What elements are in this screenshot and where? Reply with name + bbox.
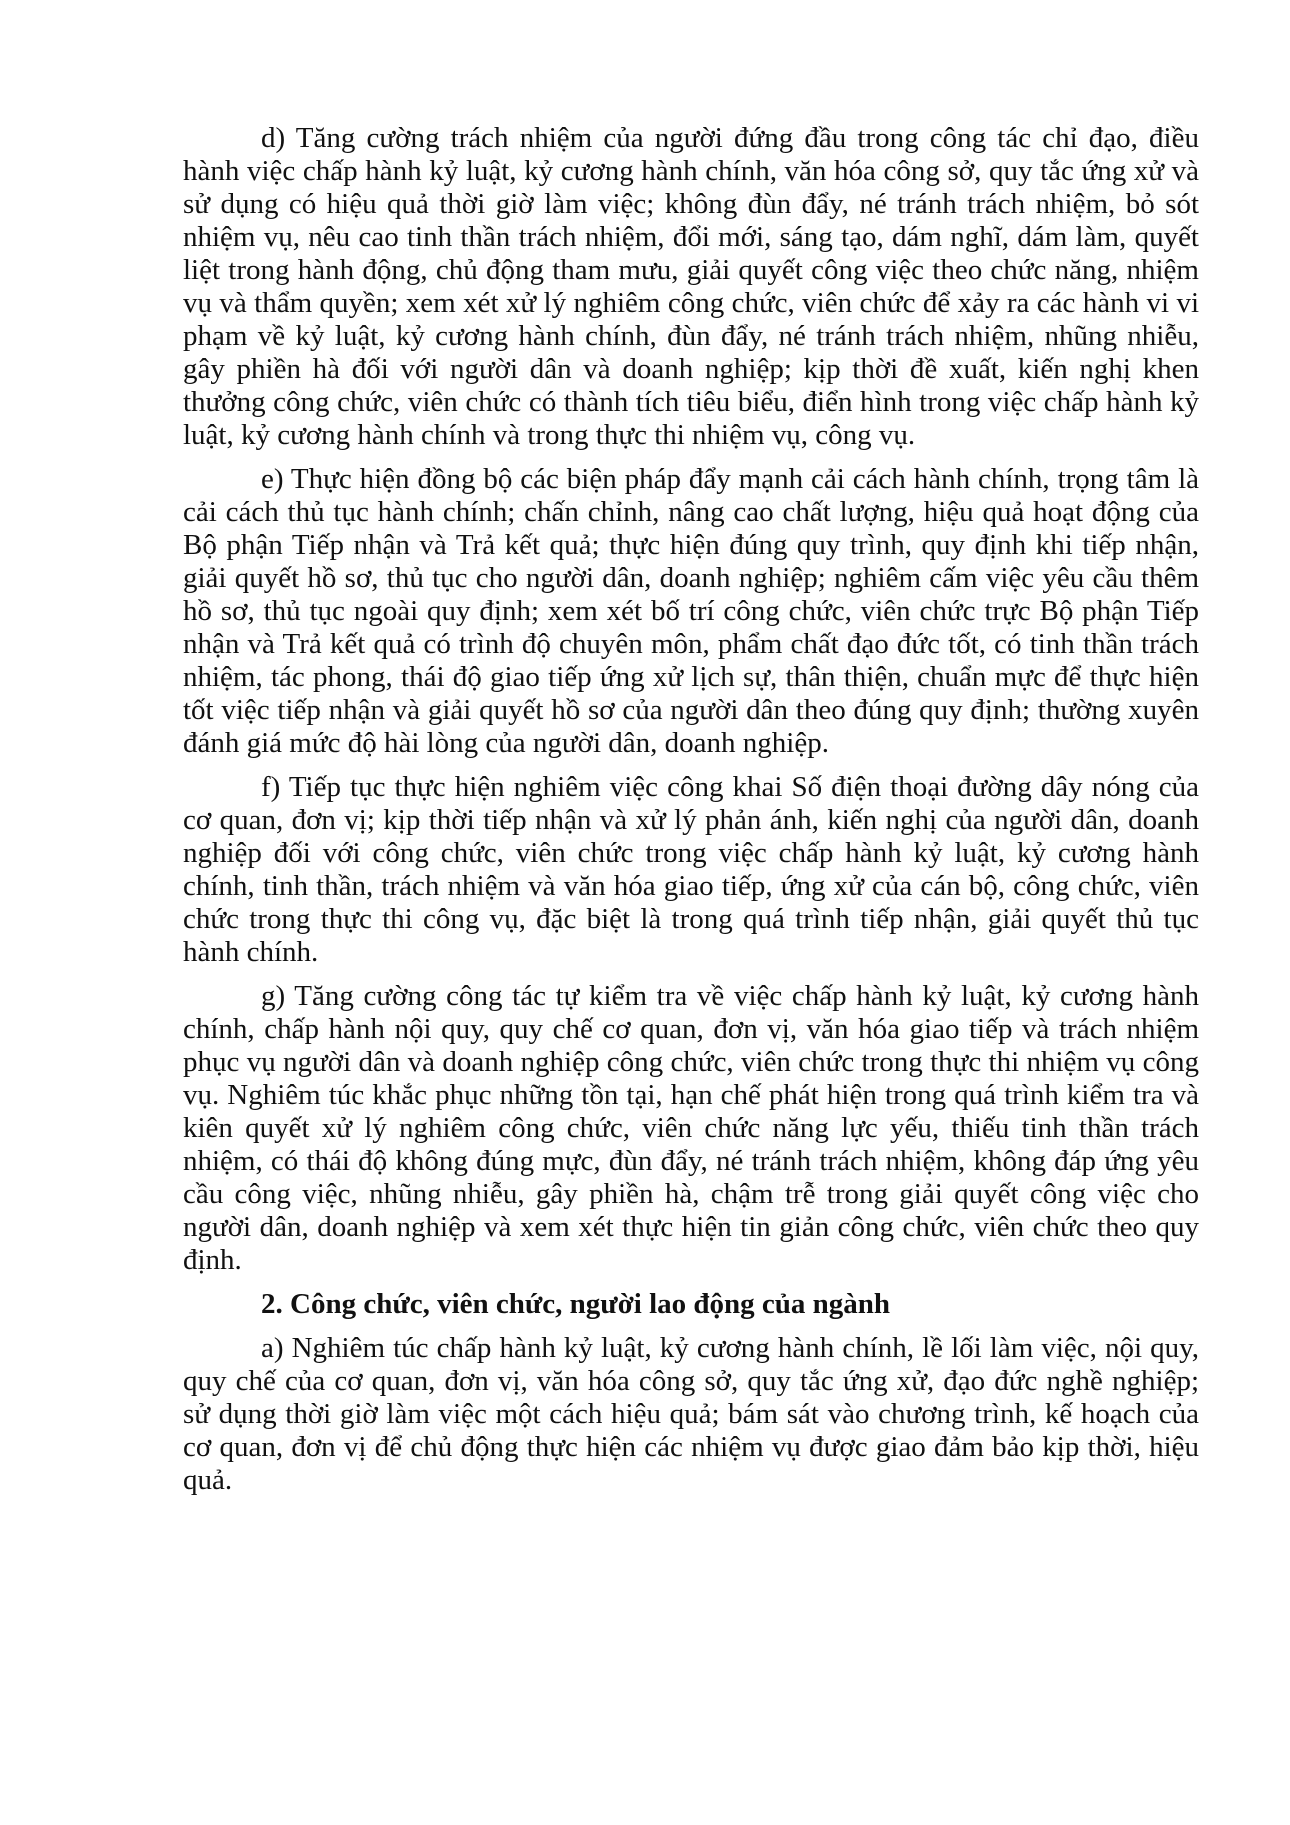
paragraph-d: d) Tăng cường trách nhiệm của người đứng đầu trong công tác chỉ đạo, điều hành việc chấp hành kỷ luật, kỷ cương hành chính, văn hóa công sở, quy tắc ứng xử và sử dụng có hiệu quả thời giờ làm việc; không đùn đẩy, né tránh trách nhiệm, bỏ sót nhiệm vụ, nêu cao tinh thần trách nhiệm, đổi mới, sáng tạo, dám nghĩ, dám làm, quyết liệt trong hành động, chủ động tham mưu, giải quyết công việc theo chức năng, nhiệm vụ và thẩm quyền; xem xét xử lý nghiêm công chức, viên chức để xảy ra các hành vi vi phạm về kỷ luật, kỷ cương hành chính, đùn đẩy, né tránh trách nhiệm, nhũng nhiễu, gây phiền hà đối với người dân và doanh nghiệp; kịp thời đề xuất, kiến nghị khen thưởng công chức, viên chức có thành tích tiêu biểu, điển hình trong việc chấp hành kỷ luật, kỷ cương hành chính và trong thực thi nhiệm vụ, công vụ. xyxy=(183,122,1199,451)
section-heading-2: 2. Công chức, viên chức, người lao động của ngành xyxy=(261,1288,891,1320)
paragraph-a: a) Nghiêm túc chấp hành kỷ luật, kỷ cương hành chính, lề lối làm việc, nội quy, quy chế của cơ quan, đơn vị, văn hóa công sở, quy tắc ứng xử, đạo đức nghề nghiệp; sử dụng thời giờ làm việc một cách hiệu quả; bám sát vào chương trình, kế hoạch của cơ quan, đơn vị để chủ động thực hiện các nhiệm vụ được giao đảm bảo kịp thời, hiệu quả. xyxy=(183,1332,1199,1496)
paragraph-g: g) Tăng cường công tác tự kiểm tra về việc chấp hành kỷ luật, kỷ cương hành chính, chấp hành nội quy, quy chế cơ quan, đơn vị, văn hóa giao tiếp và trách nhiệm phục vụ người dân và doanh nghiệp công chức, viên chức trong thực thi nhiệm vụ công vụ. Nghiêm túc khắc phục những tồn tại, hạn chế phát hiện trong quá trình kiểm tra và kiên quyết xử lý nghiêm công chức, viên chức năng lực yếu, thiếu tinh thần trách nhiệm, có thái độ không đúng mực, đùn đẩy, né tránh trách nhiệm, không đáp ứng yêu cầu công việc, nhũng nhiễu, gây phiền hà, chậm trễ trong giải quyết công việc cho người dân, doanh nghiệp và xem xét thực hiện tin giản công chức, viên chức theo quy định. xyxy=(183,980,1199,1276)
paragraph-f: f) Tiếp tục thực hiện nghiêm việc công khai Số điện thoại đường dây nóng của cơ quan, đơn vị; kịp thời tiếp nhận và xử lý phản ánh, kiến nghị của người dân, doanh nghiệp đối với công chức, viên chức trong việc chấp hành kỷ luật, kỷ cương hành chính, tinh thần, trách nhiệm và văn hóa giao tiếp, ứng xử của cán bộ, công chức, viên chức trong thực thi công vụ, đặc biệt là trong quá trình tiếp nhận, giải quyết thủ tục hành chính. xyxy=(183,771,1199,968)
document-page xyxy=(183,122,1199,1508)
paragraph-e: e) Thực hiện đồng bộ các biện pháp đẩy mạnh cải cách hành chính, trọng tâm là cải cách thủ tục hành chính; chấn chỉnh, nâng cao chất lượng, hiệu quả hoạt động của Bộ phận Tiếp nhận và Trả kết quả; thực hiện đúng quy trình, quy định khi tiếp nhận, giải quyết hồ sơ, thủ tục cho người dân, doanh nghiệp; nghiêm cấm việc yêu cầu thêm hồ sơ, thủ tục ngoài quy định; xem xét bố trí công chức, viên chức trực Bộ phận Tiếp nhận và Trả kết quả có trình độ chuyên môn, phẩm chất đạo đức tốt, có tinh thần trách nhiệm, tác phong, thái độ giao tiếp ứng xử lịch sự, thân thiện, chuẩn mực để thực hiện tốt việc tiếp nhận và giải quyết hồ sơ của người dân theo đúng quy định; thường xuyên đánh giá mức độ hài lòng của người dân, doanh nghiệp. xyxy=(183,463,1199,759)
